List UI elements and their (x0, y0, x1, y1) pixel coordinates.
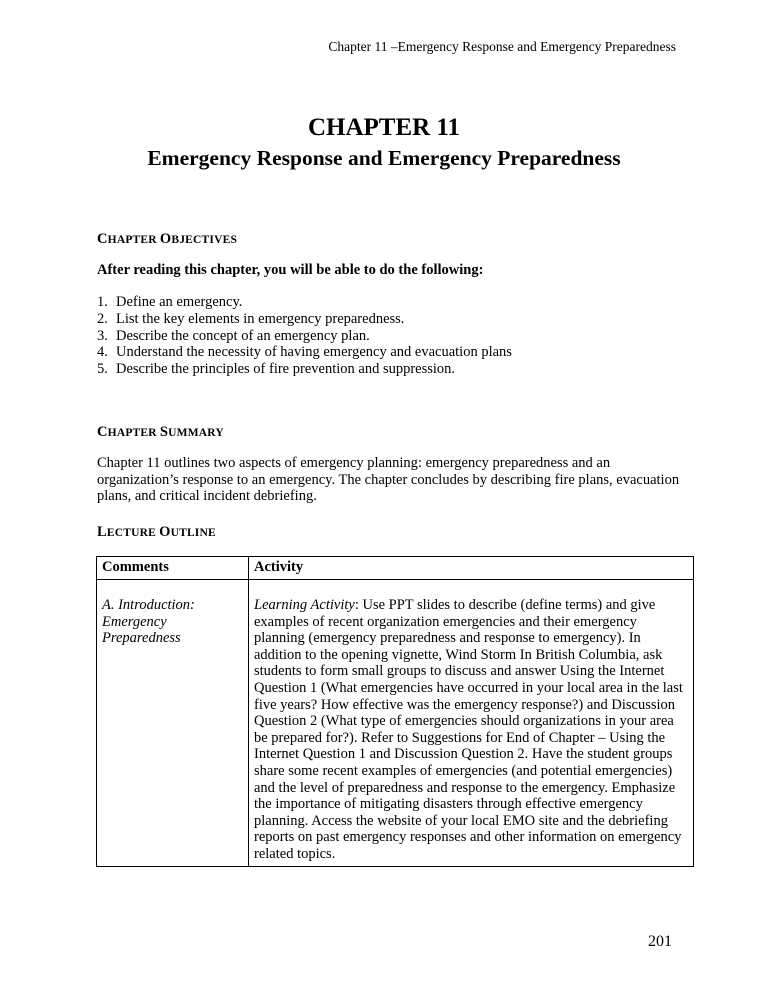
list-item (97, 328, 512, 345)
objectives-heading-cap2: O (159, 231, 172, 247)
activity-label: Learning Activity (254, 597, 355, 613)
page-number: 201 (648, 933, 672, 950)
list-item-number: 4. (97, 344, 108, 361)
list-item-text: Define an emergency. (116, 294, 243, 310)
lecture-outline-table (96, 556, 694, 867)
list-item (97, 311, 512, 328)
summary-paragraph: Chapter 11 outlines two aspects of emergency planning: emergency preparedness and an organization’s response to an emergency. The chapter concludes by describing fire plans, evacuation plans, and critical incident debriefing. (97, 455, 680, 505)
chapter-number-title: CHAPTER 11 (307, 114, 461, 141)
lecture-heading-cap2: O (159, 524, 171, 540)
activity-text: : Use PPT slides to describe (define terms) and give examples of recent organization emergencies and their emergency planning (emergency preparedness and response to emergency). In addition to the opening vignette, Wind Storm In British Columbia, ask students to form small groups to discuss and answer Using the Internet Question 1 (What emergencies have occurred in your local area in the last five years? How effective was the emergency response?) and Discussion Question 2 (What type of emergencies should organizations in your area be prepared for?). Refer to Suggestions for End of Chapter – Using the Internet Question 1 and Discussion Question 2. Have the student groups share some recent examples of emergencies (and potential emergencies) and the level of preparedness and response to the emergency. Emphasize the importance of mitigating disasters through effective emergency planning. Access the website of your local EMO site and the debriefing reports on past emergency responses and other information on emergency related topics. (254, 597, 683, 862)
list-item-text: Describe the principles of fire prevention and suppression. (116, 361, 456, 378)
comment-text: A. Introduction: Emergency Preparedness (102, 597, 195, 647)
running-header: Chapter 11 –Emergency Response and Emergency Preparedness (328, 39, 676, 54)
objectives-list (97, 294, 512, 378)
list-item-text: Describe the concept of an emergency plan. (116, 327, 370, 344)
table-row (97, 580, 694, 867)
list-item-number: 5. (97, 361, 108, 378)
objectives-heading (97, 231, 237, 248)
objectives-intro: After reading this chapter, you will be able to do the following: (97, 262, 484, 278)
lecture-heading-rest2: UTLINE (170, 527, 216, 539)
list-item-number: 3. (97, 327, 108, 344)
objectives-heading-rest1: HAPTER (107, 234, 160, 246)
objectives-heading-cap1: C (97, 231, 108, 247)
list-item (97, 344, 512, 361)
objectives-heading-rest2: BJECTIVES (171, 234, 238, 246)
list-item-text: List the key elements in emergency preparedness. (116, 310, 405, 327)
comment-cell (97, 580, 249, 867)
list-item-number: 2. (97, 310, 108, 327)
list-item-text: Understand the necessity of having emergency and evacuation plans (116, 344, 512, 361)
lecture-heading (97, 524, 216, 541)
list-item (97, 294, 512, 311)
list-item (97, 361, 512, 378)
table-header-row (97, 557, 694, 580)
column-header-activity: Activity (249, 557, 694, 580)
summary-heading (97, 424, 224, 441)
summary-heading-rest1: HAPTER (107, 427, 160, 439)
lecture-heading-cap1: L (97, 524, 107, 540)
summary-heading-cap2: S (159, 424, 169, 440)
activity-cell (249, 580, 694, 867)
summary-heading-cap1: C (97, 424, 108, 440)
lecture-heading-rest1: ECTURE (106, 527, 160, 539)
chapter-subtitle: Emergency Response and Emergency Preparedness (147, 146, 621, 170)
summary-heading-rest2: UMMARY (168, 427, 224, 439)
column-header-comments: Comments (97, 557, 249, 580)
chapter-title-block (0, 113, 768, 173)
list-item-number: 1. (97, 294, 108, 310)
